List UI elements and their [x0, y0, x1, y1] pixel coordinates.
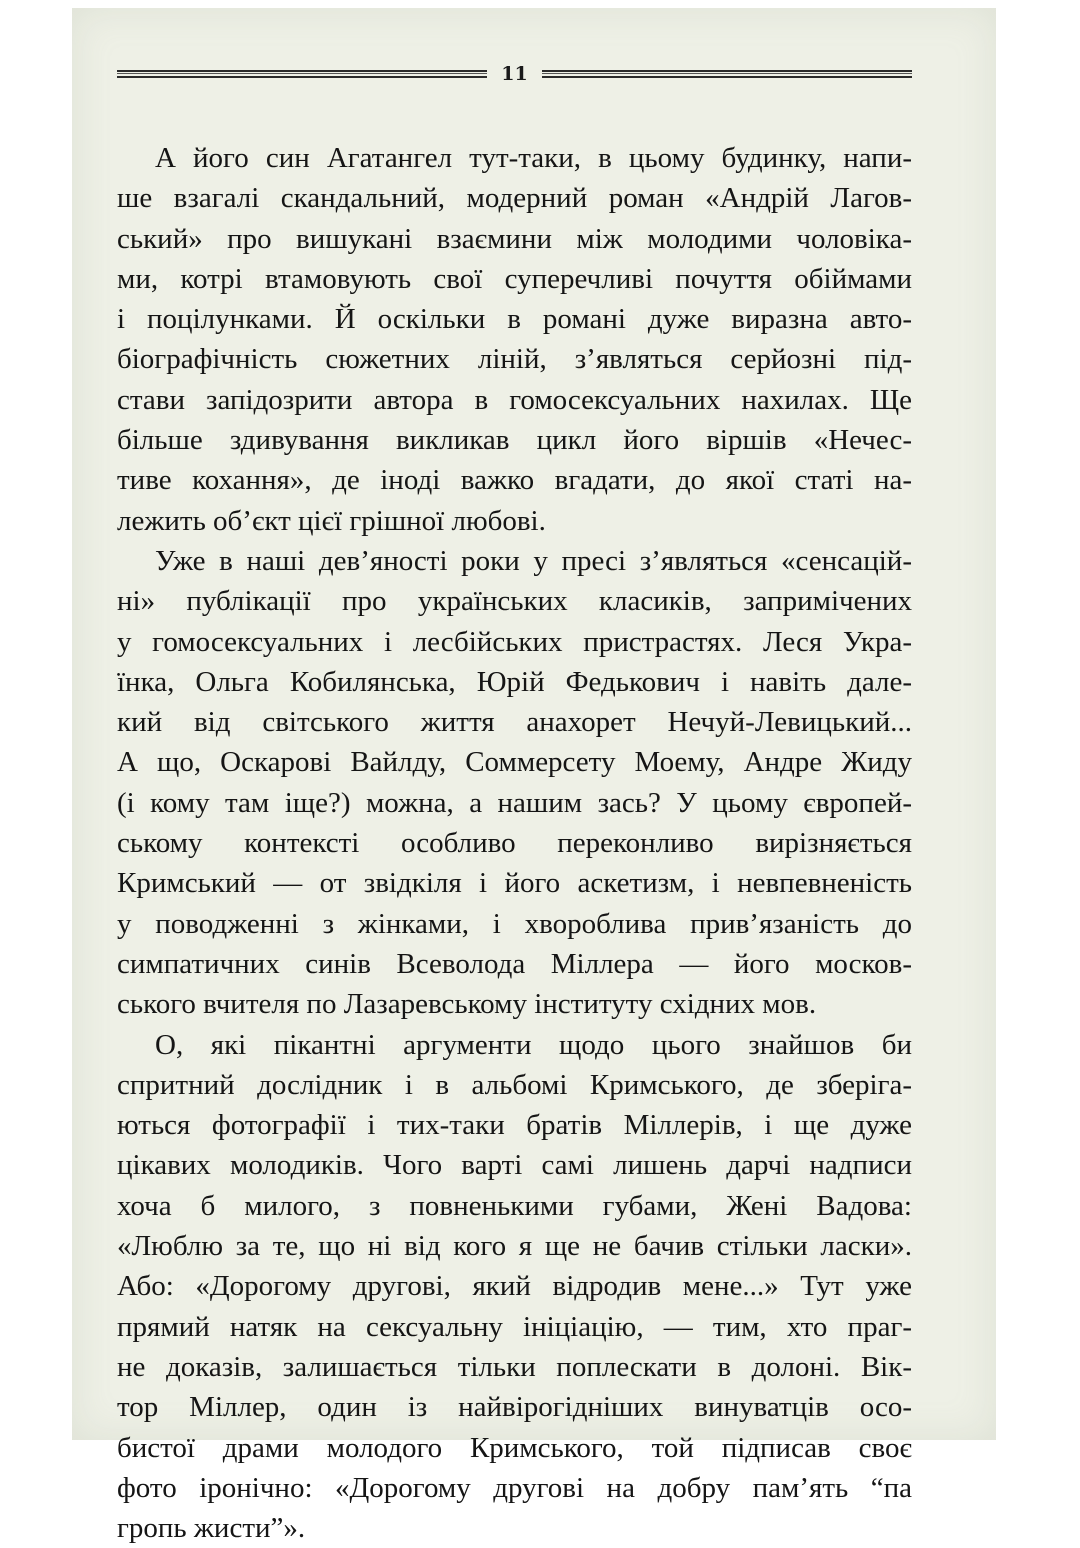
text-line: ються фотографії і тих-таки братів Міллерів, і ще дуже — [117, 1109, 912, 1142]
text-line: Кримський — от звідкіля і його аскетизм, і невпевненість — [117, 867, 912, 900]
text-line: прямий натяк на сексуальну ініціацію, — тим, хто праг- — [117, 1310, 912, 1343]
text-line: ському контексті особливо переконливо вирізняється — [117, 827, 912, 860]
text-line: і поцілунками. Й оскільки в романі дуже виразна авто- — [117, 303, 912, 336]
page-header — [117, 62, 912, 92]
text-line: А що, Оскарові Вайлду, Соммерсету Моему, Андре Жиду — [117, 746, 912, 779]
text-line: Уже в наші дев’яності роки у пресі з’являться «сенсацій- — [155, 544, 912, 577]
text-line: лежить об’єкт цієї грішної любові. — [117, 504, 546, 537]
header-rule-right — [542, 70, 912, 78]
text-line: не доказів, залишається тільки поплескати в долоні. Вік- — [117, 1350, 912, 1383]
text-line: Або: «Дорогому другові, який відродив мене...» Тут уже — [117, 1270, 912, 1303]
text-line: ні» публікації про українських класиків, запримічених — [117, 585, 912, 618]
text-line: О, які пікантні аргументи щодо цього знайшов би — [155, 1028, 912, 1061]
paragraph-2 — [117, 541, 912, 1025]
text-line: фото іронічно: «Дорогому другові на добру пам’ять “па — [117, 1471, 912, 1504]
text-line: ський» про вишукані взаємини між молодими чоловіка- — [117, 222, 912, 255]
page-number: 11 — [501, 63, 528, 85]
text-line: у гомосексуальних і лесбійських пристрастях. Леся Укра- — [117, 625, 912, 658]
text-line: кий від світського життя анахорет Нечуй-Левицький... — [117, 706, 912, 739]
text-line: ше взагалі скандальний, модерний роман «Андрій Лагов- — [117, 182, 912, 215]
text-line: бистої драми молодого Кримського, той підписав своє — [117, 1431, 912, 1464]
text-line: А його син Агатангел тут-таки, в цьому будинку, напи- — [155, 142, 912, 174]
paragraph-3 — [117, 1025, 912, 1548]
text-line: хоча б милого, з повненькими губами, Жені Вадова: — [117, 1189, 912, 1222]
header-rule-left — [117, 70, 487, 78]
text-line: тиве кохання», де іноді важко вгадати, до якої статі на- — [117, 464, 912, 497]
text-line: цікавих молодиків. Чого варті самі лишень дарчі надписи — [117, 1149, 912, 1182]
text-line: більше здивування викликав цикл його віршів «Нечес- — [117, 424, 912, 457]
text-line: біографічність сюжетних ліній, з’являться серйозні під- — [117, 343, 912, 376]
text-line: «Люблю за те, що ні від кого я ще не бачив стільки ласки». — [117, 1230, 912, 1263]
body-text — [117, 138, 912, 1548]
text-line: симпатичних синів Всеволода Міллера — його москов- — [117, 947, 912, 980]
text-line: стави запідозрити автора в гомосексуальних нахилах. Ще — [117, 383, 912, 416]
book-page — [72, 8, 996, 1545]
paragraph-1 — [117, 138, 912, 541]
text-line: у поводженні з жінками, і хвороблива прив’язаність до — [117, 907, 912, 940]
text-line: тор Міллер, один із найвірогідніших винуватців осо- — [117, 1391, 912, 1424]
text-line: ського вчителя по Лазаревському інституту східних мов. — [117, 988, 817, 1021]
text-line: гропь жисти”». — [117, 1512, 306, 1545]
text-line: їнка, Ольга Кобилянська, Юрій Федькович і навіть дале- — [117, 665, 912, 698]
text-line: ми, котрі втамовують свої суперечливі почуття обіймами — [117, 262, 912, 295]
text-line: спритний дослідник і в альбомі Кримського, де зберіга- — [117, 1068, 912, 1101]
text-line: (і кому там іще?) можна, а нашим зась? У цьому європей- — [117, 786, 912, 819]
